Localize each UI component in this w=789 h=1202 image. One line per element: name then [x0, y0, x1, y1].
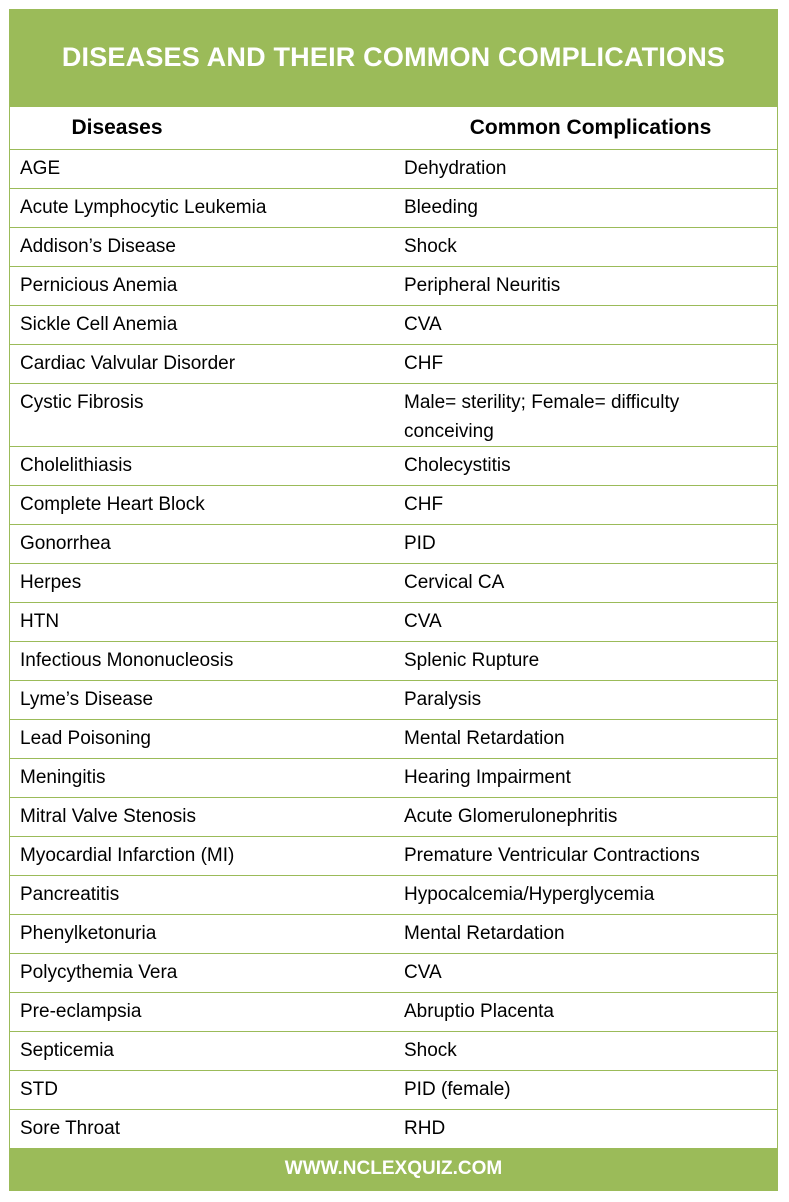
table-row	[10, 954, 777, 993]
complication-cell: Cervical CA	[394, 564, 777, 603]
table-header-row	[10, 107, 777, 150]
complication-cell: Mental Retardation	[394, 720, 777, 759]
table-row	[10, 1032, 777, 1071]
disease-cell: Pancreatitis	[10, 876, 394, 915]
table-row	[10, 1110, 777, 1149]
disease-cell: STD	[10, 1071, 394, 1110]
disease-cell: AGE	[10, 150, 394, 189]
complication-cell: Mental Retardation	[394, 915, 777, 954]
table-row	[10, 564, 777, 603]
complication-cell: Hypocalcemia/Hyperglycemia	[394, 876, 777, 915]
disease-cell: Lead Poisoning	[10, 720, 394, 759]
table-row	[10, 525, 777, 564]
table-row	[10, 189, 777, 228]
table-row	[10, 228, 777, 267]
disease-cell: Infectious Mononucleosis	[10, 642, 394, 681]
complication-cell: Acute Glomerulonephritis	[394, 798, 777, 837]
disease-cell: Cholelithiasis	[10, 447, 394, 486]
table-row	[10, 603, 777, 642]
disease-cell: Acute Lymphocytic Leukemia	[10, 189, 394, 228]
table-row	[10, 306, 777, 345]
table-row	[10, 876, 777, 915]
table-row	[10, 642, 777, 681]
complication-cell: CHF	[394, 486, 777, 525]
disease-cell: Septicemia	[10, 1032, 394, 1071]
disease-cell: Cystic Fibrosis	[10, 384, 394, 447]
complication-cell: Splenic Rupture	[394, 642, 777, 681]
table-row	[10, 486, 777, 525]
table-row	[10, 345, 777, 384]
table-row	[10, 798, 777, 837]
disease-cell: Sickle Cell Anemia	[10, 306, 394, 345]
disease-cell: HTN	[10, 603, 394, 642]
complication-cell: Hearing Impairment	[394, 759, 777, 798]
complication-cell: Male= sterility; Female= difficulty conceiving	[394, 384, 777, 447]
table-row	[10, 447, 777, 486]
disease-cell: Complete Heart Block	[10, 486, 394, 525]
table-body	[10, 150, 777, 1149]
complication-cell: RHD	[394, 1110, 777, 1149]
complication-cell: Shock	[394, 228, 777, 267]
complication-cell: CVA	[394, 306, 777, 345]
complication-cell: Dehydration	[394, 150, 777, 189]
disease-cell: Pre-eclampsia	[10, 993, 394, 1032]
table-row	[10, 993, 777, 1032]
column-header-diseases: Diseases	[10, 107, 394, 150]
table-row	[10, 1071, 777, 1110]
table-row	[10, 759, 777, 798]
table-row	[10, 681, 777, 720]
complication-cell: CVA	[394, 954, 777, 993]
disease-cell: Polycythemia Vera	[10, 954, 394, 993]
complication-cell: CVA	[394, 603, 777, 642]
disease-cell: Sore Throat	[10, 1110, 394, 1149]
complication-cell: Peripheral Neuritis	[394, 267, 777, 306]
complications-chart	[9, 9, 778, 1191]
complication-cell: PID	[394, 525, 777, 564]
disease-cell: Myocardial Infarction (MI)	[10, 837, 394, 876]
table-row	[10, 384, 777, 447]
complication-cell: Premature Ventricular Contractions	[394, 837, 777, 876]
table-row	[10, 267, 777, 306]
disease-cell: Gonorrhea	[10, 525, 394, 564]
column-header-complications: Common Complications	[394, 107, 777, 150]
disease-cell: Herpes	[10, 564, 394, 603]
disease-cell: Phenylketonuria	[10, 915, 394, 954]
complication-cell: Bleeding	[394, 189, 777, 228]
complication-cell: Paralysis	[394, 681, 777, 720]
complication-cell: Abruptio Placenta	[394, 993, 777, 1032]
table-row	[10, 720, 777, 759]
table-row	[10, 915, 777, 954]
footer-website: WWW.NCLEXQUIZ.COM	[10, 1148, 777, 1190]
complication-cell: PID (female)	[394, 1071, 777, 1110]
disease-cell: Cardiac Valvular Disorder	[10, 345, 394, 384]
complication-cell: Cholecystitis	[394, 447, 777, 486]
diseases-table	[10, 107, 777, 1149]
disease-cell: Lyme’s Disease	[10, 681, 394, 720]
complication-cell: CHF	[394, 345, 777, 384]
complication-cell: Shock	[394, 1032, 777, 1071]
disease-cell: Mitral Valve Stenosis	[10, 798, 394, 837]
disease-cell: Meningitis	[10, 759, 394, 798]
page-title: DISEASES AND THEIR COMMON COMPLICATIONS	[10, 10, 777, 107]
table-row	[10, 837, 777, 876]
disease-cell: Pernicious Anemia	[10, 267, 394, 306]
disease-cell: Addison’s Disease	[10, 228, 394, 267]
table-row	[10, 150, 777, 189]
